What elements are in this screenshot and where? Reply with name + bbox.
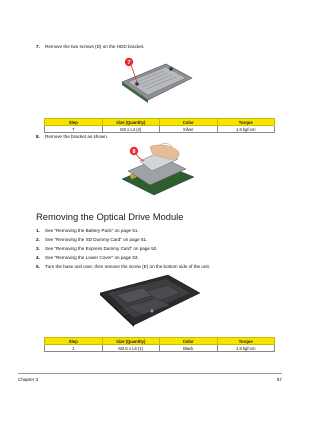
step-number: 5. — [36, 264, 40, 269]
table-header: Color — [160, 338, 218, 345]
remove-bracket-image — [120, 143, 198, 197]
step-3 — [36, 246, 158, 252]
screw-icon — [135, 82, 139, 86]
table-cell: Silver — [160, 126, 218, 133]
step-text: See “Removing the SD Dummy Card” on page 51. — [45, 237, 148, 242]
step-number: 3. — [36, 246, 40, 251]
table-header: Step — [45, 119, 103, 126]
screw-icon — [151, 310, 154, 313]
step-2 — [36, 237, 147, 243]
table-cell: 1.6 kgf-cm — [217, 126, 275, 133]
step-number: 2. — [36, 237, 40, 242]
table-cell: 1 — [45, 345, 103, 352]
footer-page-number: 57 — [276, 377, 282, 382]
table-header: Step — [45, 338, 103, 345]
table-cell: Black — [160, 345, 218, 352]
table-cell: M2.5 x L6 (1) — [102, 345, 160, 352]
section-title: Removing the Optical Drive Module — [36, 211, 184, 222]
step-number: 7. — [36, 44, 40, 49]
table-header: Color — [160, 119, 218, 126]
step-4 — [36, 255, 139, 261]
table-header: Size (Quantity) — [102, 119, 160, 126]
table-header: Torque — [217, 338, 275, 345]
table-header-row — [45, 119, 275, 126]
table-header: Torque — [217, 119, 275, 126]
table-row — [45, 345, 275, 352]
step-number: 8. — [36, 134, 40, 139]
table-header: Size (Quantity) — [102, 338, 160, 345]
step-7 — [36, 44, 144, 50]
table-header-row — [45, 338, 275, 345]
table-cell: 7 — [45, 126, 103, 133]
screw-spec-table-2 — [44, 337, 275, 352]
screw-icon — [169, 67, 173, 71]
table-cell: 1.6 kgf-cm — [217, 345, 275, 352]
screw-spec-table-1 — [44, 118, 275, 133]
callout-label: 7 — [127, 60, 131, 66]
footer-chapter: Chapter 3 — [18, 377, 39, 382]
step-number: 1. — [36, 228, 40, 233]
callout-label: 8 — [132, 149, 136, 155]
base-unit-image — [98, 271, 202, 327]
step-5 — [36, 264, 210, 270]
table-row — [45, 126, 275, 133]
step-text: See “Removing the Battery Pack” on page 51. — [45, 228, 139, 233]
step-text: See “Removing the Express Dummy Card” on page 52. — [45, 246, 158, 251]
footer-divider — [18, 373, 282, 374]
table-cell: M3 x L4 (2) — [102, 126, 160, 133]
hdd-bracket-image — [118, 54, 196, 104]
step-number: 4. — [36, 255, 40, 260]
step-text: See “Removing the Lower Cover” on page 53. — [45, 255, 139, 260]
step-text: Remove the two screws (D) on the HDD bracket. — [45, 44, 145, 49]
step-text: Remove the bracket as shown. — [45, 134, 109, 139]
step-8 — [36, 134, 108, 140]
step-1 — [36, 228, 139, 234]
step-text: Turn the base unit over, then remove the screw (E) on the bottom side of the unit. — [45, 264, 211, 269]
